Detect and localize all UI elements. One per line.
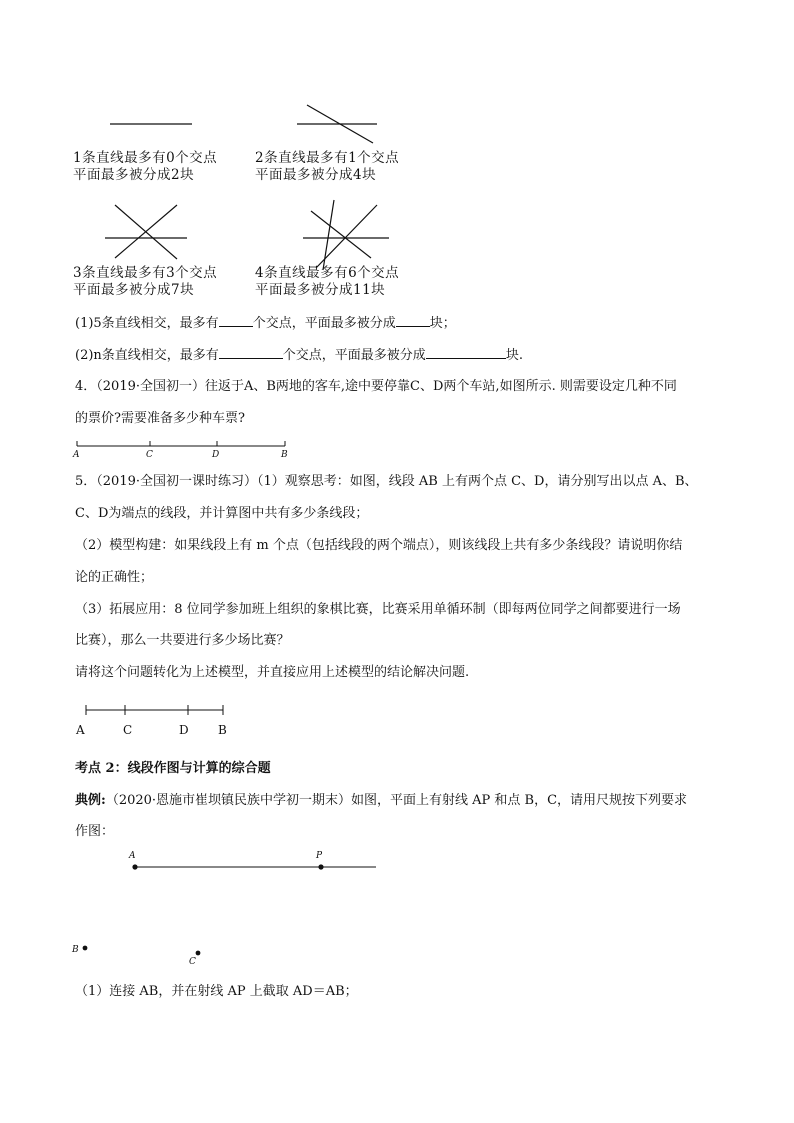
example-text-1: （2020·恩施市崔坝镇民族中学初一期末）如图，平面上有射线 AP 和点 B，C，请用尺规按下列要求: [105, 793, 688, 808]
point-p: [318, 864, 323, 869]
figure-three-lines: [105, 205, 187, 259]
example-line2: 作图：: [75, 824, 115, 839]
q5-text-line6: 比赛），那么一共要进行多少场比赛？: [75, 633, 290, 648]
point-c: [196, 951, 201, 956]
q3-part2: [75, 346, 523, 365]
q5-label-c: C: [123, 723, 133, 737]
step-1: （1）连接 AB，并在射线 AP 上截取 AD＝AB；: [75, 984, 358, 999]
q3-part1-text-c: 块；: [429, 316, 456, 331]
q5-text-line3: （2）模型构建：如果线段上有 m 个点（包括线段的两个端点），则该线段上共有多少条线段？请说明你结: [75, 538, 683, 553]
fig1-caption-line1: 1条直线最多有0个交点: [73, 150, 218, 166]
q5-label-d: D: [179, 723, 189, 737]
ray-label-a: A: [129, 851, 136, 861]
example-line1: [75, 792, 687, 810]
point-b: [83, 946, 88, 951]
fig2-caption-line1: 2条直线最多有1个交点: [255, 150, 400, 166]
q5-text-line5: （3）拓展应用：8 位同学参加班上组织的象棋比赛，比赛采用单循环制（即每两位同学之间都要进行一场: [75, 602, 681, 617]
q4-segment-figure: [77, 441, 285, 446]
point-label-b: B: [72, 945, 79, 955]
example-label: 典例:: [75, 793, 106, 808]
q5-segment-figure: [86, 705, 223, 715]
fig1-caption: [73, 150, 217, 184]
q4-text-line2: 的票价?需要准备多少种车票?: [75, 411, 245, 426]
q4-text-line1: 4．（2019·全国初一）往返于A、B两地的客车,途中要停靠C、D两个车站,如图所示. 则需要设定几种不同: [75, 379, 677, 394]
q4-label-d: D: [212, 450, 220, 460]
fig2-caption-line2: 平面最多被分成4块: [255, 167, 377, 183]
section-title: 考点 2：线段作图与计算的综合题: [75, 761, 271, 776]
figure-four-lines: [303, 200, 389, 270]
fig4-caption-line2: 平面最多被分成11块: [255, 282, 386, 298]
q3-part1-text-a: (1)5条直线相交，最多有: [75, 316, 219, 331]
fig4-line-v: [323, 200, 334, 270]
q3-part2-blank2[interactable]: [426, 346, 506, 359]
point-a: [132, 864, 137, 869]
q5-label-b: B: [218, 723, 227, 737]
fig4-caption-line1: 4条直线最多有6个交点: [255, 265, 400, 281]
fig2-caption: [255, 150, 399, 184]
q4-label-a: A: [73, 450, 80, 460]
q4-label-b: B: [281, 450, 288, 460]
ray-ap-figure: [83, 864, 376, 955]
fig3-caption: [73, 265, 217, 299]
q3-part1-text-b: 个交点，平面最多被分成: [252, 316, 396, 331]
fig1-caption-line2: 平面最多被分成2块: [73, 167, 195, 183]
q5-text-line4: 论的正确性；: [75, 570, 154, 585]
q3-part1-blank1[interactable]: [219, 314, 253, 327]
figure-two-lines: [297, 105, 377, 143]
fig4-caption: [255, 265, 399, 299]
fig3-caption-line1: 3条直线最多有3个交点: [73, 265, 218, 281]
q3-part2-blank1[interactable]: [219, 346, 283, 359]
q5-label-a: A: [76, 723, 85, 737]
q3-part2-text-a: (2)n条直线相交，最多有: [75, 348, 219, 363]
q5-text-line2: C、D为端点的线段，并计算图中共有多少条线段；: [75, 506, 369, 521]
q5-text-line7: 请将这个问题转化为上述模型，并直接应用上述模型的结论解决问题.: [75, 665, 470, 680]
q3-part2-text-b: 个交点，平面最多被分成: [282, 348, 426, 363]
q4-label-c: C: [146, 450, 153, 460]
point-label-c: C: [189, 957, 196, 967]
q5-text-line1: 5．（2019·全国初一课时练习）（1）观察思考：如图，线段 AB 上有两个点 C、D，请分别写出以点 A、B、: [75, 474, 698, 489]
fig4-line-d1: [311, 211, 371, 258]
fig3-caption-line2: 平面最多被分成7块: [73, 282, 195, 298]
ray-label-p: P: [316, 851, 323, 861]
q3-part2-text-c: 块.: [505, 348, 523, 363]
q3-part1-blank2[interactable]: [396, 314, 430, 327]
q3-part1: [75, 314, 456, 333]
